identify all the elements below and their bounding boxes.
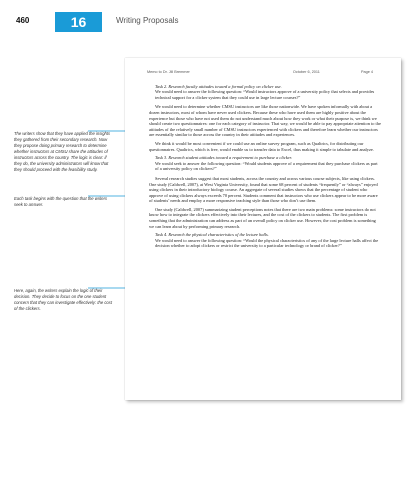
- task-2-paragraph: We would need to determine whether CMSU instructors are like those nationwide. We have spoken informally with about a dozen instructors, most of whom have never used clickers. Because these who have used them are highly positive about the experience but those who have not used them do not understand much about how they work or what their purpose is, we think we should create two questionnaires: one for each category of instructor. That way, we would be able to pay appropriate attention to the attitudes of the relatively small number of CMSU instructors experienced with clickers and therefore learn whether our instructors are essentially similar to those across the country in their attitudes and experiences.: [149, 104, 381, 138]
- margin-annotation-3: Here, again, the writers explain the logic of their decision. They decide to focus on the one student concern that they can investigate effectively: the cost of the clickers.: [14, 288, 112, 311]
- task-2-heading: Task 2. Research faculty attitudes toward a formal policy on clicker use.: [155, 83, 282, 89]
- chapter-title: Writing Proposals: [116, 16, 179, 25]
- margin-annotation-1: The writers show that they have applied the insights they gathered from their secondary research. Now they propose doing primary research to determine whether instructors at CMSU share the attitudes of instructors across the country. The logic is clear: if they do, the university administrators will know that they should proceed with the feasibility study.: [14, 131, 111, 172]
- task-4-heading: Task 4. Research the physical characteristics of the lecture halls.: [155, 232, 269, 238]
- memo-body: [149, 70, 381, 253]
- running-head-right: Page 4: [360, 70, 373, 74]
- chapter-number-badge: 16: [55, 12, 102, 32]
- book-page-number: 460: [16, 16, 30, 25]
- task-2-question: We would need to answer the following question: “Would instructors approve of a university policy that selects and provides technical support for a clicker system that they could use in large lecture courses?”: [155, 89, 375, 100]
- memo-running-head: [147, 70, 373, 76]
- book-header: [0, 0, 414, 58]
- task-3-heading: Task 3. Research student attitudes toward a requirement to purchase a clicker.: [155, 155, 292, 161]
- task-3-paragraph-2: One study (Caldwell, 2007) summarizing student perceptions notes that there are two main problems: some instructors do not know how to integrate the clickers effectively into their lectures, and the cost of the clickers to students. The first problem is something that the administration can address as part of an overall policy on clicker use. However, the cost problem is something we can learn about by performing primary research.: [149, 206, 376, 229]
- running-head-center: October 6, 2011: [292, 70, 320, 74]
- margin-annotation-2: Each task begins with the question that the writers seek to answer.: [14, 196, 108, 207]
- task-2-paragraph-2: We think it would be most convenient if we could use an online survey program, such as Qualtrics, for distributing our questionnaires. Qualtrics, which is free, would enable us to transfer data to Excel, thus making it simple to tabulate and analyze.: [149, 140, 374, 152]
- task-3-paragraph: Several research studies suggest that most students, across the country and across various course subjects, like using clickers. One study (Caldwell, 2007), at West Virginia University, found that some 68 percent of students “frequently” or “always” enjoyed using clickers in their introductory biology course. An aggregate of several studies shows that the percentage of student who approve of using clickers always exceeds 70 percent. Students comment that instructors who use clickers appear to be more aware of students’ needs and employ a more responsive teaching style than those who don’t use them.: [149, 175, 378, 204]
- memo-page: [125, 58, 401, 400]
- task-3-question: We would seek to answer the following question: “Would students approve of a requirement that they purchase clickers as part of a university policy on clickers?”: [155, 160, 378, 172]
- task-4-question: We would need to answer the following question: “Would the physical characteristics of any of the large lecture halls affect the decision whether to adopt clickers or restrict the university to a particular technology or brand of clicker?”: [155, 237, 379, 249]
- running-head-left: Memo to Dr. Jill Bremmer: [147, 70, 190, 74]
